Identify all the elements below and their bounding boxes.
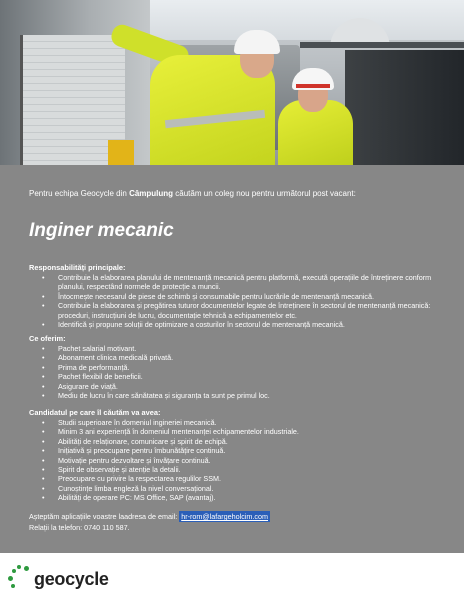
list-item: • Minim 3 ani experiență în domeniul mentenanței echipamentelor industriale.	[29, 427, 439, 436]
apply-text: Așteptăm aplicațiile voastre laadresa de email:	[29, 512, 180, 521]
list-item: • Prima de performanță.	[29, 363, 439, 372]
intro-text	[29, 189, 356, 198]
list-item: • Contribuie la elaborarea și pregătirea tuturor documentelor legate de întreținere în sectorul de mentenanță mecanică: proceduri, instrucțiuni de lucru, documentație tehnică a echipamentelor etc.	[29, 301, 439, 320]
list-item: • Preocupare cu privire la respectarea regulilor SSM.	[29, 474, 439, 483]
list-item: • Spirit de observație și atenție la detalii.	[29, 465, 439, 474]
logo-text: geocycle	[34, 569, 109, 589]
list-item: • Abonament clinica medicală privată.	[29, 353, 439, 362]
logo-dot-icon	[8, 576, 13, 581]
candidate-section	[29, 408, 439, 503]
list-item: • Motivație pentru dezvoltare și învățare continuă.	[29, 456, 439, 465]
list-item: • Identifică și propune soluții de optimizare a costurilor în sectorul de mentenanță mecanică.	[29, 320, 439, 329]
candidate-heading: Candidatul pe care îl căutăm va avea:	[29, 408, 161, 417]
header-photo	[0, 0, 464, 165]
candidate-list	[29, 418, 439, 503]
intro-suffix: căutăm un coleg nou pentru următorul post vacant:	[173, 189, 356, 198]
list-item: • Pachet salarial motivant.	[29, 344, 439, 353]
responsibilities-heading: Responsabilități principale:	[29, 263, 126, 272]
list-item: • Pachet flexibil de beneficii.	[29, 372, 439, 381]
intro-location: Câmpulung	[129, 189, 174, 198]
list-item: • Inițiativă și preocupare pentru îmbunătățire continuă.	[29, 446, 439, 455]
photo-structure	[345, 50, 464, 165]
contact-block	[29, 511, 270, 533]
list-item: • Întocmește necesarul de piese de schimb și consumabile pentru lucrările de mentenanță mecanică.	[29, 292, 439, 301]
job-panel	[0, 165, 464, 553]
list-item: • Mediu de lucru în care sănătatea și siguranța ta sunt pe primul loc.	[29, 391, 439, 400]
apply-line	[29, 511, 270, 522]
logo-dot-icon	[17, 565, 21, 569]
list-item: • Contribuie la elaborarea planului de mentenanță mecanică pentru platformă, execută operațiile de întreținere conform planului, respectând normele de protecție a muncii.	[29, 273, 439, 292]
offer-list	[29, 344, 439, 400]
phone-line: Relații la telefon: 0740 110 587.	[29, 523, 130, 532]
list-item: • Abilități de relaționare, comunicare și spirit de echipă.	[29, 437, 439, 446]
responsibilities-list	[29, 273, 439, 329]
offer-section	[29, 334, 439, 400]
intro-prefix: Pentru echipa Geocycle din	[29, 189, 130, 198]
list-item: • Asigurare de viață.	[29, 382, 439, 391]
job-title: Inginer mecanic	[29, 220, 174, 241]
photo-rail	[300, 42, 464, 48]
photo-yellow-pole	[108, 140, 134, 165]
photo-sky	[150, 0, 464, 40]
list-item: • Studii superioare în domeniul ingineriei mecanică.	[29, 418, 439, 427]
list-item: • Abilități de operare PC: MS Office, SAP (avantaj).	[29, 493, 439, 502]
geocycle-logo	[8, 565, 128, 593]
logo-dot-icon	[24, 566, 29, 571]
photo-helmet-2-band	[296, 84, 330, 88]
email-link[interactable]: hr-rom@lafargeholcim.com	[181, 512, 268, 521]
list-item: • Cunoștințe limba engleză la nivel conversațional.	[29, 484, 439, 493]
offer-heading: Ce oferim:	[29, 334, 66, 343]
logo-dot-icon	[11, 584, 15, 588]
logo-dot-icon	[12, 569, 16, 573]
responsibilities-section	[29, 263, 439, 329]
